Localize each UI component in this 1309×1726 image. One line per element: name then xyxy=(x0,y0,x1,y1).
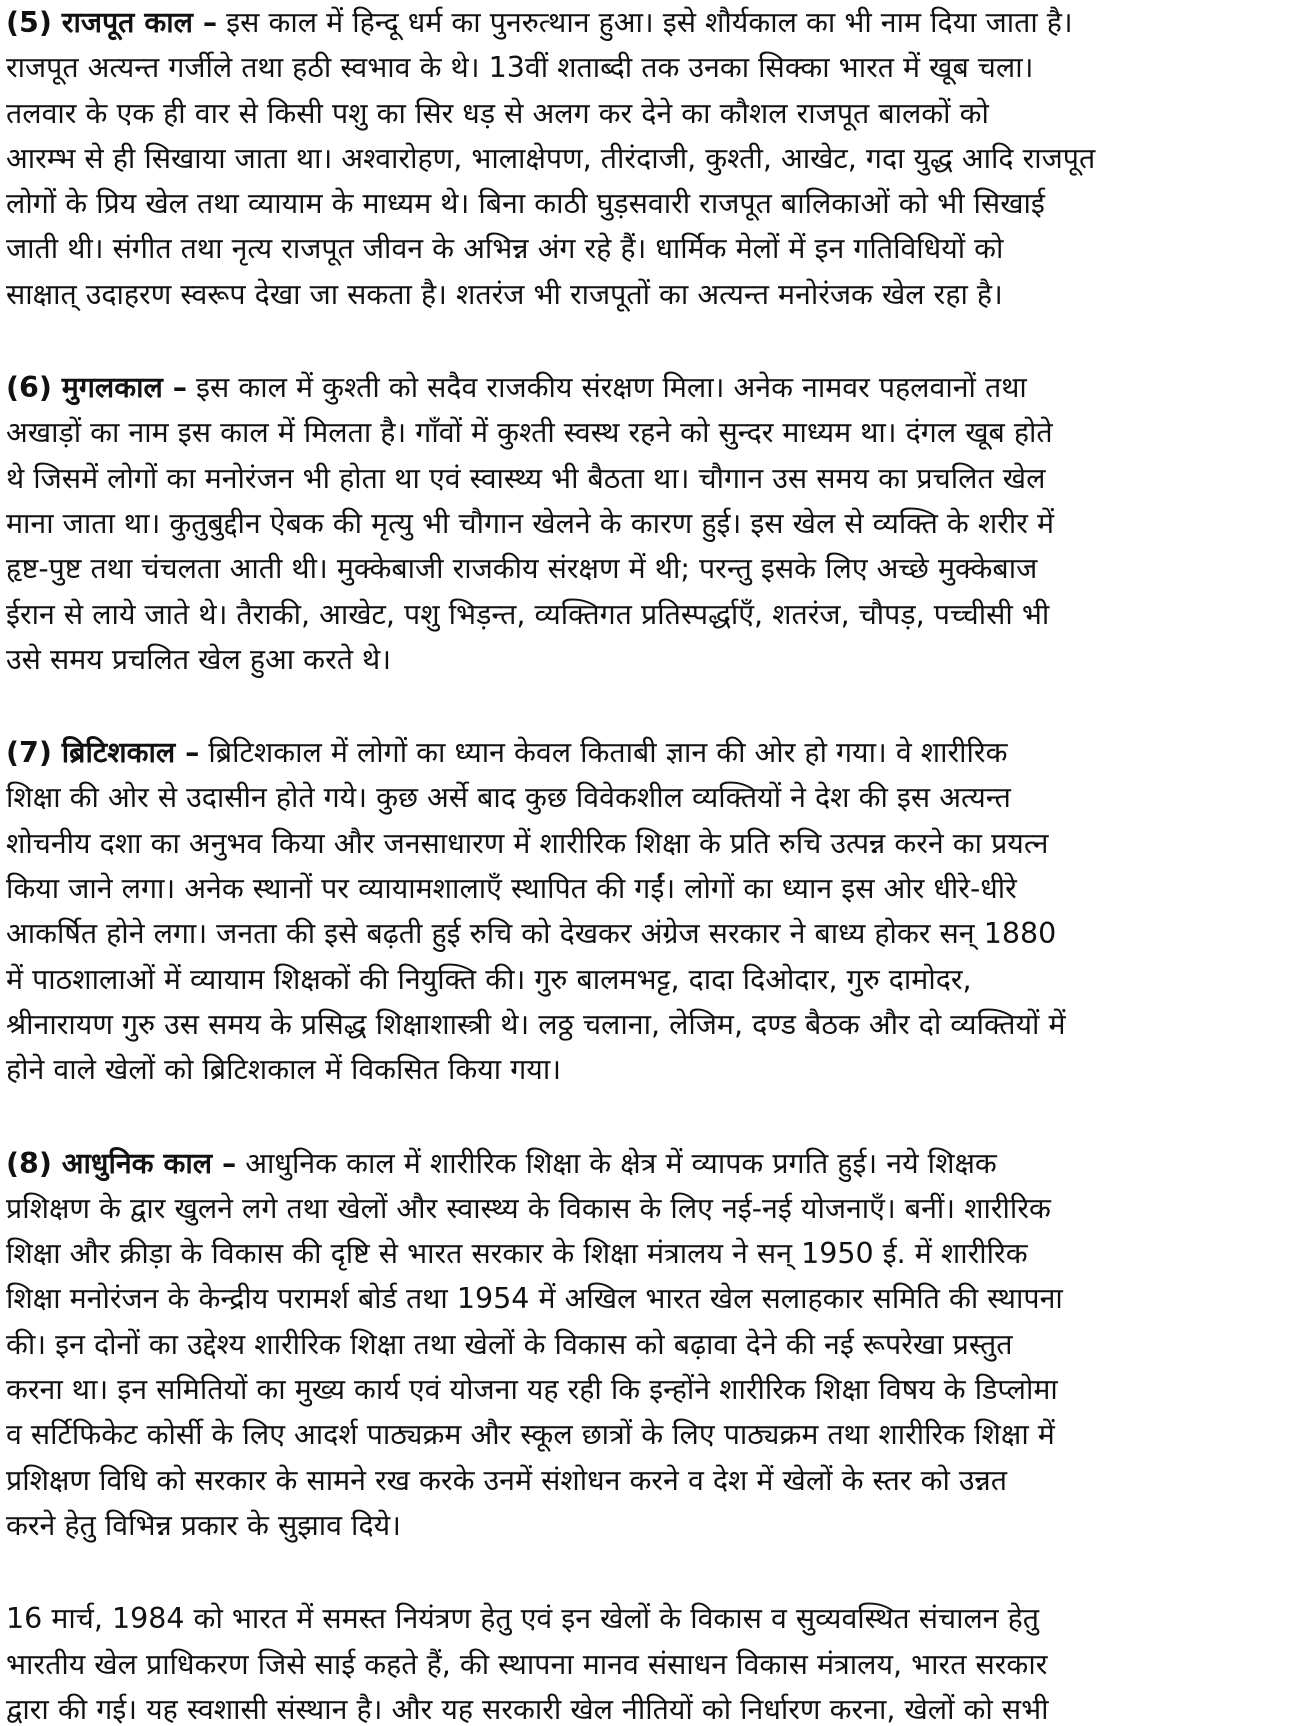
text-line: शोचनीय दशा का अनुभव किया और जनसाधारण में शारीरिक शिक्षा के प्रति रुचि उत्पन्न करने का प्रयत्न xyxy=(6,826,1049,860)
text-line: आकर्षित होने लगा। जनता की इसे बढ़ती हुई रुचि को देखकर अंग्रेज सरकार ने बाध्य होकर सन् 1880 xyxy=(6,917,1057,951)
text-line: ईरान से लाये जाते थे। तैराकी, आखेट, पशु भिड़न्त, व्यक्तिगत प्रतिस्पर्द्धाएँ, शतरंज, चौपड़, पच्चीसी भी xyxy=(6,597,1050,631)
text-line: हृष्ट-पुष्ट तथा चंचलता आती थी। मुक्केबाजी राजकीय संरक्षण में थी; परन्तु इसके लिए अच्छे मुक्केबाज xyxy=(6,552,1038,586)
section-heading: (7) ब्रिटिशकाल – xyxy=(6,736,200,770)
text-line: उसे समय प्रचलित खेल हुआ करते थे। xyxy=(6,642,392,676)
text-line: भारतीय खेल प्राधिकरण जिसे साई कहते हैं, की स्थापना मानव संसाधन विकास मंत्रालय, भारत सरकार xyxy=(6,1647,1048,1681)
text-line: में पाठशालाओं में व्यायाम शिक्षकों की नियुक्ति की। गुरु बालमभट्ट, दादा दिओदार, गुरु दामोदर, xyxy=(6,962,972,996)
text-line: शिक्षा मनोरंजन के केन्द्रीय परामर्श बोर्ड तथा 1954 में अखिल भारत खेल सलाहकार समिति की स्थापना xyxy=(6,1282,1063,1316)
text-line: लोगों के प्रिय खेल तथा व्यायाम के माध्यम थे। बिना काठी घुड़सवारी राजपूत बालिकाओं को भी सिखाई xyxy=(6,187,1045,221)
section-rajput-period xyxy=(6,0,1302,317)
section-heading: (8) आधुनिक काल – xyxy=(6,1146,237,1180)
text-line: द्वारा की गई। यह स्वशासी संस्थान है। और यह सरकारी खेल नीतियों को निर्धारण करना, खेलों को सभी xyxy=(6,1692,1049,1726)
text-line: किया जाने लगा। अनेक स्थानों पर व्यायामशालाएँ स्थापित की गईं। लोगों का ध्यान इस ओर धीरे-धीरे xyxy=(6,872,1017,906)
text-line: की। इन दोनों का उद्देश्य शारीरिक शिक्षा तथा खेलों के विकास को बढ़ावा देने की नई रूपरेखा प्रस्तुत xyxy=(6,1327,1013,1361)
section-modern-period xyxy=(6,1141,1302,1549)
text-line: होने वाले खेलों को ब्रिटिशकाल में विकसित किया गया। xyxy=(6,1053,562,1087)
section-mughal-period xyxy=(6,365,1302,682)
text-line: करना था। इन समितियों का मुख्य कार्य एवं योजना यह रही कि इन्होंने शारीरिक शिक्षा विषय के डिप्लोमा xyxy=(6,1373,1058,1407)
text-line: श्रीनारायण गुरु उस समय के प्रसिद्ध शिक्षाशास्त्री थे। लठ्ठ चलाना, लेजिम, दण्ड बैठक और दो व्यक्तियों में xyxy=(6,1007,1066,1041)
document-page xyxy=(6,0,1302,1726)
text-line: साक्षात् उदाहरण स्वरूप देखा जा सकता है। शतरंज भी राजपूतों का अत्यन्त मनोरंजक खेल रहा है। xyxy=(6,277,1003,311)
text-line: (5) राजपूत काल – इस काल में हिन्दू धर्म का पुनरुत्थान हुआ। इसे शौर्यकाल का भी नाम दिया जाता है। xyxy=(6,6,1073,39)
text-line: माना जाता था। कुतुबुद्दीन ऐबक की मृत्यु भी चौगान खेलने के कारण हुई। इस खेल से व्यक्ति के शरीर में xyxy=(6,506,1055,540)
section-british-period xyxy=(6,730,1302,1092)
text-line: प्रशिक्षण के द्वार खुलने लगे तथा खेलों और स्वास्थ्य के विकास के लिए नई-नई योजनाएँ। बनीं। शारीरिक xyxy=(6,1191,1051,1225)
text-line: (7) ब्रिटिशकाल – ब्रिटिशकाल में लोगों का ध्यान केवल किताबी ज्ञान की ओर हो गया। वे शारीरिक xyxy=(6,736,1008,770)
text-line: (8) आधुनिक काल – आधुनिक काल में शारीरिक शिक्षा के क्षेत्र में व्यापक प्रगति हुई। नये शिक्षक xyxy=(6,1146,997,1180)
text-line: जाती थी। संगीत तथा नृत्य राजपूत जीवन के अभिन्न अंग रहे हैं। धार्मिक मेलों में इन गतिविधियों को xyxy=(6,232,1004,266)
text-line: शिक्षा की ओर से उदासीन होते गये। कुछ अर्से बाद कुछ विवेकशील व्यक्तियों ने देश की इस अत्यन्त xyxy=(6,781,1011,815)
section-heading: (5) राजपूत काल – xyxy=(6,6,218,39)
text-line: आरम्भ से ही सिखाया जाता था। अश्वारोहण, भालाक्षेपण, तीरंदाजी, कुश्ती, आखेट, गदा युद्ध आदि राजपूत xyxy=(6,141,1096,175)
text-line: थे जिसमें लोगों का मनोरंजन भी होता था एवं स्वास्थ्य भी बैठता था। चौगान उस समय का प्रचलित खेल xyxy=(6,461,1046,495)
text-line: करने हेतु विभिन्न प्रकार के सुझाव दिये। xyxy=(6,1508,401,1542)
text-line: (6) मुगलकाल – इस काल में कुश्ती को सदैव राजकीय संरक्षण मिला। अनेक नामवर पहलवानों तथा xyxy=(6,371,1027,405)
text-line: राजपूत अत्यन्त गर्जीले तथा हठी स्वभाव के थे। 13वीं शताब्दी तक उनका सिक्का भारत में खूब चला। xyxy=(6,51,1034,85)
text-line: प्रशिक्षण विधि को सरकार के सामने रख करके उनमें संशोधन करने व देश में खेलों के स्तर को उन्नत xyxy=(6,1463,1008,1497)
text-line: अखाड़ों का नाम इस काल में मिलता है। गाँवों में कुश्ती स्वस्थ रहने को सुन्दर माध्यम था। दंगल खूब होते xyxy=(6,416,1053,450)
text-line: 16 मार्च, 1984 को भारत में समस्त नियंत्रण हेतु एवं इन खेलों के विकास व सुव्यवस्थित संचालन हेतु xyxy=(6,1602,1040,1636)
text-line: तलवार के एक ही वार से किसी पशु का सिर धड़ से अलग कर देने का कौशल राजपूत बालकों को xyxy=(6,96,989,130)
section-sai-paragraph xyxy=(6,1596,1302,1726)
text-line: शिक्षा और क्रीड़ा के विकास की दृष्टि से भारत सरकार के शिक्षा मंत्रालय ने सन् 1950 ई. में शारीरिक xyxy=(6,1237,1028,1271)
section-heading: (6) मुगलकाल – xyxy=(6,371,187,405)
text-line: व सर्टिफिकेट कोर्सी के लिए आदर्श पाठ्यक्रम और स्कूल छात्रों के लिए पाठ्यक्रम तथा शारीरिक शिक्षा में xyxy=(6,1418,1055,1452)
